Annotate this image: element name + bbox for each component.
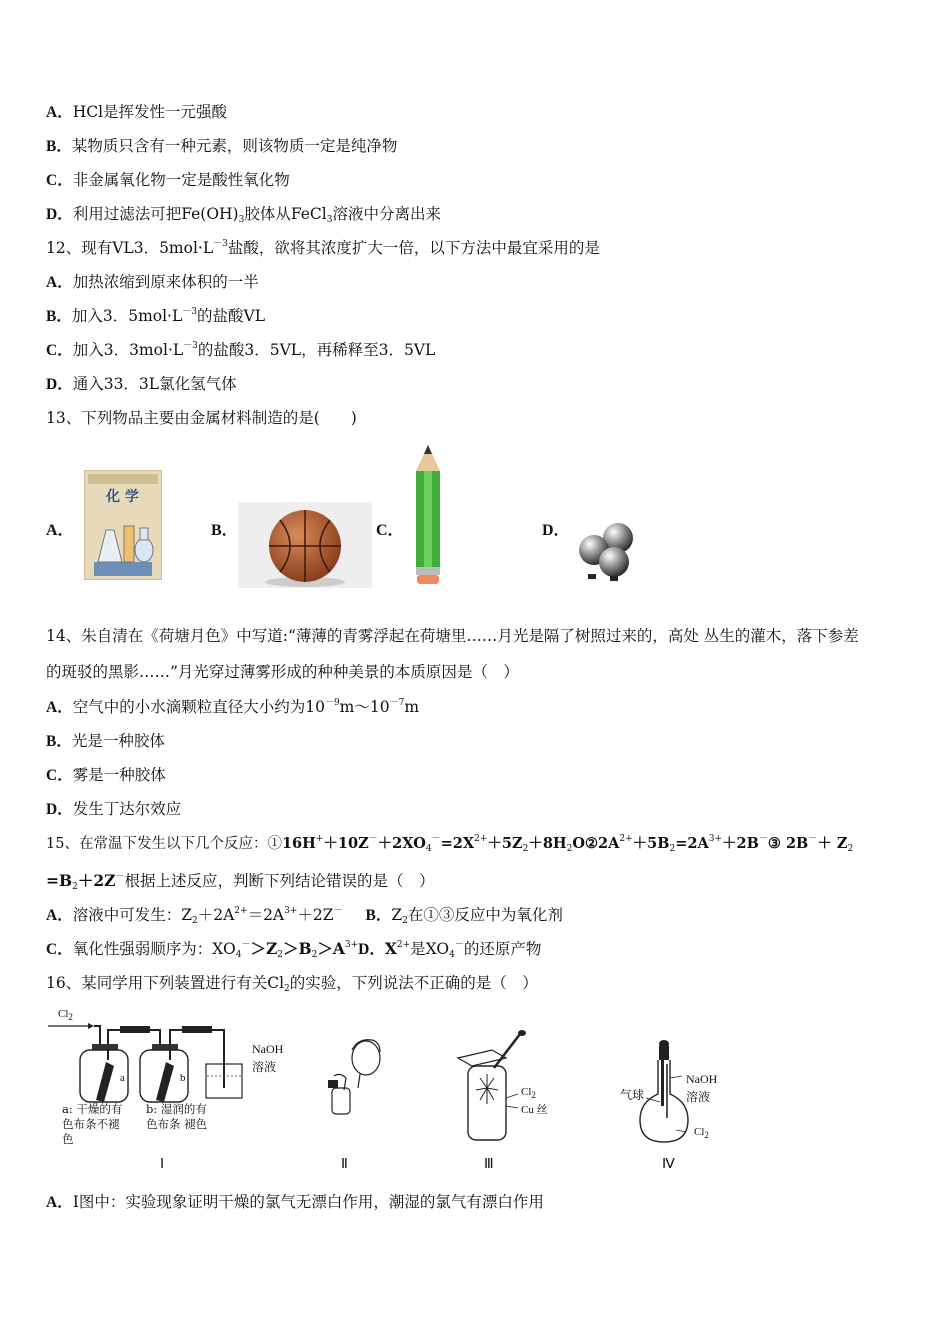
naoh-label-1: NaOH [252,1042,284,1056]
figure-label-2: Ⅱ [341,1157,348,1172]
q12-option-b: B．加入3．$5mol\cdot L^{-3}$的盐酸VL [46,307,266,325]
figure-label-3: Ⅲ [484,1157,494,1172]
cl2-label: $Cl_2$ [58,1008,73,1022]
apparatus-3 [454,1028,564,1144]
q16-option-a: A．Ⅰ图中：实验现象证明干燥的氯气无漂白作用，潮湿的氯气有漂白作用 [46,1193,544,1211]
apparatus-1 [48,1008,304,1150]
q14-option-c: C．雾是一种胶体 [46,766,166,784]
balloon-label: 气球 [620,1088,645,1102]
cu-wire-label: Cu 丝 [521,1104,548,1116]
q12-option-d: D．通入33．3L氯化氢气体 [46,375,237,393]
q14-option-a: A．空气中的小水滴颗粒直径大小约为$10^{-9}m\sim 10^{-7}m$ [46,698,420,716]
q12-option-a: A．加热浓缩到原来体积的一半 [46,273,259,291]
q12-stem: 12、现有VL3．$5mol\cdot L^{-3}$盐酸，欲将其浓度扩大一倍，以下方法中最宜采用的是 [46,239,600,257]
q13-label-d: D． [542,522,570,539]
strip-b-label: b [180,1072,186,1084]
q11-option-d: D．利用过滤法可把$Fe(OH)_3$胶体从FeCl$_3$溶液中分离出来 [46,205,441,225]
apparatus-2 [314,1032,384,1122]
q13-label-a: A． [46,522,74,539]
q11-option-a: A．HCl是挥发性一元强酸 [46,103,228,121]
figure-label-4: Ⅳ [662,1157,675,1172]
apparatus-4 [616,1036,734,1148]
q14-stem-line1: 14、朱自清在《荷塘月色》中写道:“薄薄的青雾浮起在荷塘里……月光是隔了树照过来的，高处 丛生的灌木，落下参差 [46,627,859,645]
q15-stem-line1: 15、在常温下发生以下几个反应：$①16H^++10Z^-+2XO_4^-=2X^{2+}+5Z_2+8H_2O②2A^{2+}+5B_2=2A^{3+}+2B^-③$ $2B^-+ Z_2$ [46,834,854,854]
figure-label-1: Ⅰ [160,1157,165,1172]
metal-balls-image [576,520,638,582]
q13-label-c: C． [376,522,404,539]
solution-label-1: 溶液 [252,1060,277,1074]
q11-option-c: C．非金属氧化物一定是酸性氧化物 [46,171,290,189]
q16-stem: 16、某同学用下列装置进行有关$Cl_2$的实验，下列说法不正确的是（ ） [46,974,538,994]
pencil-image [412,445,444,585]
cl2-label-3: $Cl_2$ [521,1086,536,1100]
basketball-image [238,502,372,588]
q15-options-cd: C．氧化性强弱顺序为：$XO_4^->Z_2>B_2>A^{3+}D$．$X^{2+}$是$XO_4^-$的还原产物 [46,939,542,960]
cl2-label-4: $Cl_2$ [694,1126,709,1140]
strip-b-description: b: 湿润的有 色布条 褪色 [146,1102,208,1131]
q15-stem-line2: $=B_2+2Z^-$根据上述反应，判断下列结论错误的是（ ） [46,871,435,892]
solution-label-4: 溶液 [686,1090,711,1104]
q13-label-b: B． [211,522,238,539]
strip-a-label: a [120,1072,125,1084]
q15-options-ab: A．溶液中可发生：$Z_2+2A^{2+}=2A^{3+}+2Z^-$ B．$Z_2$在①③反应中为氧化剂 [46,906,563,926]
book-title: 化 学 [106,489,139,505]
q14-stem-line2: 的斑驳的黑影……”月光穿过薄雾形成的种种美景的本质原因是（ ） [46,663,519,681]
chemistry-book-image [84,470,162,580]
q11-option-b: B．某物质只含有一种元素，则该物质一定是纯净物 [46,137,398,155]
q14-option-d: D．发生丁达尔效应 [46,800,182,818]
strip-a-description: a: 干燥的有 色布条不褪 色 [62,1102,123,1146]
q12-option-c: C．加入3．$3mol\cdot L^{-3}$的盐酸3．5VL，再稀释至3．5VL [46,341,436,359]
naoh-label-4: NaOH [686,1072,718,1086]
q14-option-b: B．光是一种胶体 [46,732,165,750]
q13-stem: 13、下列物品主要由金属材料制造的是( ) [46,409,357,427]
